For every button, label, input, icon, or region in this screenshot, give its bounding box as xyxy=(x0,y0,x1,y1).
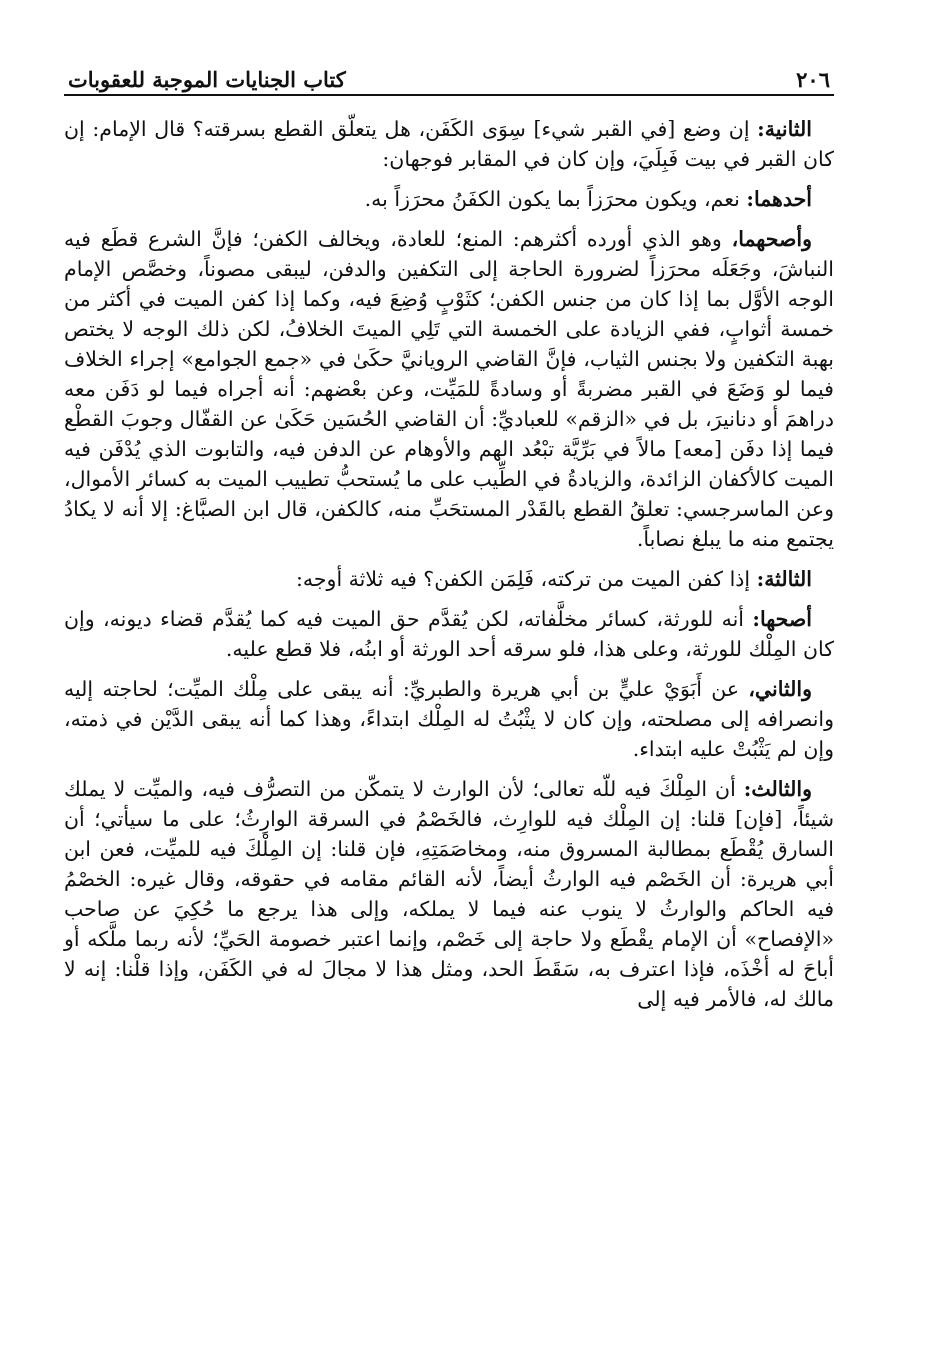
paragraph xyxy=(64,774,834,1014)
running-header xyxy=(64,52,834,92)
paragraph-lead: وأصحهما، xyxy=(731,227,812,251)
paragraph xyxy=(64,674,834,764)
paragraph-text: عن أَبَوَيْ عليٍّ بن أبي هريرة والطبريِّ: أنه يبقى على مِلْك الميِّت؛ لحاجته إليه وانصرافه إلى مصلحته، وإن كان لا يثْبُتُ له المِلْك ابتداءً، وهذا كما أنه يبقى الدَّيْن في ذمته، وإن لم يَثْبُتْ عليه ابتداء. xyxy=(64,677,834,761)
paragraph-text: إذا كفن الميت من تركته، فَلِمَن الكفن؟ فيه ثلاثة أوجه: xyxy=(295,567,751,591)
paragraph-lead: والثالث: xyxy=(743,777,812,801)
paragraph-text: إن وضع [في القبر شيء] سِوَى الكَفَن، هل يتعلّق القطع بسرقته؟ قال الإمام: إن كان القبر في بيت فَبِلَيَ، وإن كان في المقابر فوجهان: xyxy=(64,117,834,171)
paragraph xyxy=(64,604,834,664)
paragraph xyxy=(64,564,834,594)
running-title: كتاب الجنايات الموجبة للعقوبات xyxy=(68,67,346,92)
book-page xyxy=(64,52,834,1024)
paragraph-text: أنه للورثة، كسائر مخلَّفاته، لكن يُقدَّم حق الميت فيه كما يُقدَّم قضاء ديونه، وإن كان المِلْك للورثة، وعلى هذا، فلو سرقه أحد الورثة أو ابنُه، فلا قطع عليه. xyxy=(64,607,834,661)
header-rule xyxy=(64,94,834,96)
paragraph-text: وهو الذي أورده أكثرهم: المنع؛ للعادة، ويخالف الكفن؛ فإنَّ الشرع قطَع فيه النباشَ، وجَعَلَه محرَزاً لضرورة الحاجة إلى التكفين والدفن، ليبقى مصوناً، وخصَّص الإمام الوجه الأوَّل بما إذا كان من جنس الكفن؛ كثَوْبٍ وُضِعَ فيه، وكما إذا كفن الميت في أكثر من خمسة أثوابٍ، ففي الزيادة على الخمسة التي تَلِي الميتَ الخلافُ، لكن ذلك الوجه لا يختص بهبة التكفين ولا بجنس الثياب، فإنَّ القاضي الرويانيَّ حكَىٰ في «جمع الجوامع» إجراء الخلاف فيما لو وَضَعَ في القبر مضربةً أو وسادةً للمَيِّت، وعن بعْضهم: أنه أجراه فيما لو دَفَن معه دراهمَ أو دنانيرَ، بل في «الزقم» للعباديِّ: أن القاضي الحُسَين حَكَىٰ عن القفّال وجوبَ القطْع فيما إذا دفَن [معه] مالاً في بَرِّيَّة تبْعُد الهم والأوهام عن الدفن فيه، والتابوت الذي يُدْفَن فيه الميت كالأكفان الزائدة، والزيادةُ في الطِّيب على ما يُستحبُّ تطييب الميت به كسائر الأموال، وعن الماسرجسي: تعلقُ القطع بالقَدْر المستحَبِّ منه، كالكفن، قال ابن الصبَّاغ: إلا أنه لا يكادُ يجتمع منه ما يبلغ نصاباً. xyxy=(64,227,834,551)
paragraph-lead: أحدهما: xyxy=(746,187,812,211)
paragraph-text: نعم، ويكون محرَزاً بما يكون الكفَنُ محرَزاً به. xyxy=(364,187,740,211)
paragraph-lead: أصحها: xyxy=(752,607,812,631)
paragraph-lead: والثاني، xyxy=(748,677,812,701)
paragraph xyxy=(64,184,834,214)
page-number: ٢٠٦ xyxy=(796,67,830,92)
paragraph-lead: الثانية: xyxy=(757,117,812,141)
paragraph-lead: الثالثة: xyxy=(756,567,812,591)
paragraph-text: أن المِلْكَ فيه للّه تعالى؛ لأن الوارث لا يتمكّن من التصرُّف فيه، والميِّت لا يملك شيئاً، [فإن] قلنا: إن المِلْك فيه للوارِث، فالخَصْمُ في السرقة الوارِثُ؛ على ما سيأتي؛ أن السارق يُقْطَع بمطالبة المسروق منه، ومخاصَمَتِهِ، فإن قلنا: إن المِلْكَ فيه للميِّت، فعن ابن أبي هريرة: أن الخَصْم فيه الوارثُ أيضاً، لأنه القائم مقامه في حقوقه، وقال غيره: الخصْمُ فيه الحاكم والوارثُ لا ينوب عنه فيما لا يملكه، وإلى هذا يرجع ما حُكِيَ عن صاحب «الإفصاح» أن الإمام يقْطَع ولا حاجة إلى خَصْم، وإنما اعتبر خصومة الحَيِّ؛ لأنه ربما ملَّكه أو أباحَ له أخْذَه، فإذا اعترف به، سَقَطَ الحد، ومثل هذا لا مجالَ له في الكَفَن، وإذا قلْنا: إنه لا مالك له، فالأمر فيه إلى xyxy=(64,777,834,1011)
paragraph xyxy=(64,224,834,554)
paragraph xyxy=(64,114,834,174)
page-body xyxy=(64,114,834,1014)
